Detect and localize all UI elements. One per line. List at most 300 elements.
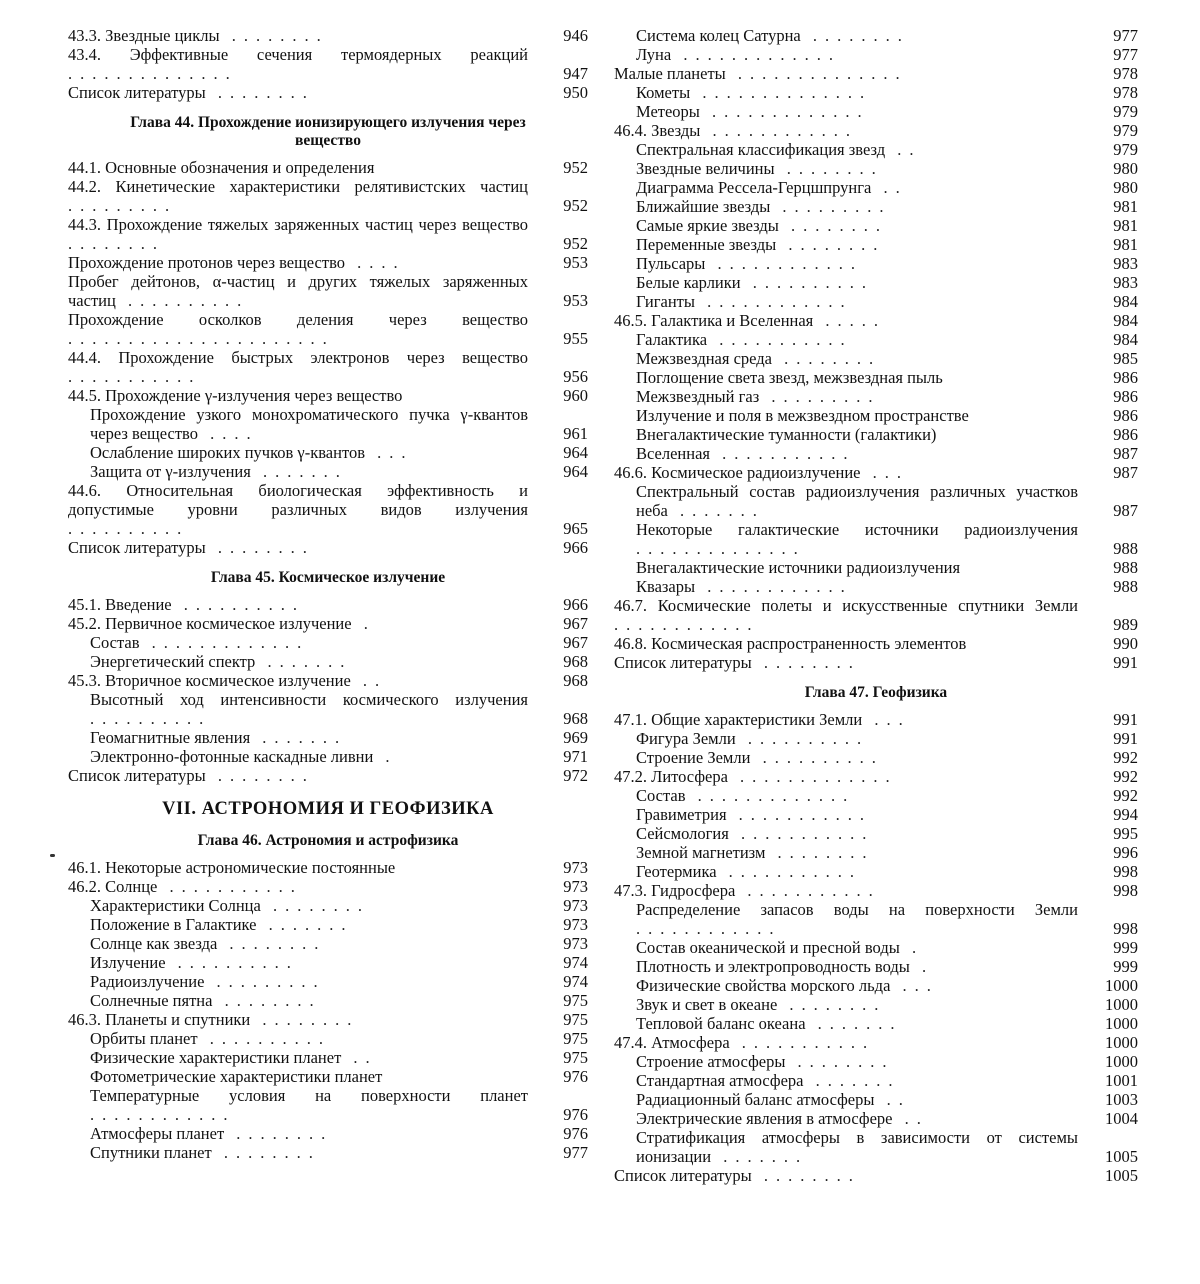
page-number: 983 [1113, 273, 1138, 292]
toc-entry-title [614, 881, 1138, 900]
dot-leader: ............. [727, 767, 898, 786]
toc-entry[interactable] [614, 482, 1138, 520]
toc-entry-title [636, 824, 1138, 843]
page-number: 1000 [1105, 1014, 1138, 1033]
section-title: Физические характеристики планет [90, 1048, 342, 1067]
toc-entry[interactable] [614, 235, 1138, 254]
section-title: Состав [636, 786, 686, 805]
toc-entry[interactable] [614, 1090, 1138, 1109]
toc-entry[interactable] [614, 577, 1138, 596]
toc-entry-title [636, 273, 1138, 292]
dot-leader: ........... [729, 1033, 876, 1052]
dot-leader: ... [860, 463, 909, 482]
page-number: 978 [1113, 64, 1138, 83]
toc-entry-title [614, 463, 1138, 482]
page-number: 974 [563, 972, 588, 991]
section-number: 43.3. [68, 26, 101, 45]
section-number: 46.7. [614, 596, 647, 615]
dot-leader: .. [341, 1048, 378, 1067]
page-number: 973 [563, 896, 588, 915]
toc-entry-title [68, 1010, 588, 1029]
section-number: 46.8. [614, 634, 647, 653]
page-number: 1000 [1105, 995, 1138, 1014]
section-number: 43.4. [68, 45, 101, 64]
dot-leader: .............. [636, 539, 806, 558]
page-number: 966 [563, 595, 588, 614]
toc-entry[interactable] [68, 614, 588, 633]
toc-entry[interactable] [614, 140, 1138, 159]
toc-entry-title [68, 595, 588, 614]
toc-entry[interactable] [614, 843, 1138, 862]
section-title: Энергетический спектр [90, 652, 256, 671]
toc-entry[interactable] [614, 425, 1138, 444]
toc-entry[interactable] [614, 862, 1138, 881]
section-title: Внегалактические источники радиоизлучения [636, 558, 961, 577]
page-number: 968 [563, 671, 588, 690]
section-title: Метеоры [636, 102, 700, 121]
toc-entry[interactable] [68, 991, 588, 1010]
toc-entry-title [90, 652, 588, 671]
toc-entry[interactable] [614, 387, 1138, 406]
section-title: Электронно-фотонные каскадные ливни [90, 747, 374, 766]
section-title: Орбиты планет [90, 1029, 198, 1048]
toc-entry-title [90, 991, 588, 1010]
dot-leader: ....... [667, 501, 765, 520]
dot-leader: ............ [705, 254, 864, 273]
page-number: 987 [1113, 463, 1138, 482]
toc-entry[interactable] [68, 45, 588, 83]
toc-entry-title [90, 728, 588, 747]
toc-entry-title [90, 953, 588, 972]
dot-leader: .......... [171, 595, 306, 614]
dot-leader: ........ [212, 991, 322, 1010]
toc-entry[interactable] [614, 463, 1138, 482]
page-number: 998 [1113, 881, 1138, 900]
page-number: 955 [563, 329, 588, 348]
page-number: 1000 [1105, 1052, 1138, 1071]
toc-entry[interactable] [614, 197, 1138, 216]
toc-entry-title [68, 538, 588, 557]
section-title: Ослабление широких пучков γ-квантов [90, 443, 365, 462]
toc-entry[interactable] [68, 253, 588, 272]
toc-entry[interactable] [614, 881, 1138, 900]
section-title: Прохождение быстрых электронов через вещество [118, 348, 528, 367]
toc-entry-title [636, 83, 1138, 102]
section-number: 44.4. [68, 348, 101, 367]
toc-entry[interactable] [68, 1048, 588, 1067]
page-number: 946 [563, 26, 588, 45]
section-title: Радиоизлучение [90, 972, 205, 991]
section-number: 47.2. [614, 767, 647, 786]
toc-entry[interactable] [68, 1086, 588, 1124]
toc-entry[interactable] [68, 215, 588, 253]
page-number: 1003 [1105, 1090, 1138, 1109]
dot-leader: ... [365, 443, 414, 462]
dot-leader: ....... [255, 652, 353, 671]
toc-entry-title [636, 482, 1138, 520]
toc-entry[interactable] [68, 652, 588, 671]
toc-entry-title [636, 558, 1138, 577]
toc-entry[interactable] [614, 596, 1138, 634]
toc-entry[interactable] [614, 26, 1138, 45]
dot-leader: ........ [785, 1052, 895, 1071]
page-number: 991 [1113, 729, 1138, 748]
section-number: 44.1. [68, 158, 101, 177]
dot-leader: ....... [805, 1014, 903, 1033]
section-number: 44.3. [68, 215, 101, 234]
toc-entry-title [636, 140, 1138, 159]
section-title: Излучение и поля в межзвездном пространстве [636, 406, 969, 425]
toc-entry[interactable] [614, 406, 1138, 425]
toc-entry[interactable] [614, 1071, 1138, 1090]
toc-entry-title [636, 805, 1138, 824]
section-title: Звездные величины [636, 159, 775, 178]
section-title: Список литературы [68, 83, 206, 102]
toc-entry-title [68, 177, 588, 215]
section-title: Стандартная атмосфера [636, 1071, 804, 1090]
dot-leader: ........ [211, 1143, 321, 1162]
dot-leader: ........ [800, 26, 910, 45]
section-title: Тепловой баланс океана [636, 1014, 806, 1033]
toc-entry-title [68, 158, 588, 177]
toc-entry-title [636, 862, 1138, 881]
toc-entry[interactable] [68, 177, 588, 215]
page-number: 980 [1113, 178, 1138, 197]
toc-entry-title [68, 253, 588, 272]
toc-entry[interactable] [68, 633, 588, 652]
toc-entry-title [636, 26, 1138, 45]
toc-entry[interactable] [614, 805, 1138, 824]
toc-entry[interactable] [68, 915, 588, 934]
toc-entry[interactable] [614, 444, 1138, 463]
toc-entry[interactable] [614, 1014, 1138, 1033]
toc-entry[interactable] [614, 938, 1138, 957]
dot-leader: ....... [711, 1147, 809, 1166]
toc-entry[interactable] [614, 729, 1138, 748]
toc-entry[interactable] [614, 995, 1138, 1014]
toc-entry-title [614, 1033, 1138, 1052]
section-title: Звезды [651, 121, 701, 140]
dot-leader: ... [862, 710, 911, 729]
toc-entry[interactable] [68, 386, 588, 405]
toc-entry[interactable] [68, 26, 588, 45]
toc-entry[interactable] [614, 121, 1138, 140]
toc-entry-title [636, 45, 1138, 64]
toc-entry-title [636, 368, 1138, 387]
page-number: 980 [1113, 159, 1138, 178]
section-title: Звук и свет в океане [636, 995, 778, 1014]
toc-entry-title [614, 634, 1138, 653]
section-title: Строение атмосферы [636, 1052, 786, 1071]
dot-leader: . [373, 747, 398, 766]
toc-entry[interactable] [614, 254, 1138, 273]
page-number: 990 [1113, 634, 1138, 653]
section-title: Спектральный состав радиоизлучения различных участков неба [636, 482, 1078, 520]
dot-leader: .......... [90, 709, 212, 728]
chapter-heading: Глава 47. Геофизика [804, 684, 948, 701]
section-title: Радиационный баланс атмосферы [636, 1090, 875, 1109]
dot-leader: ............. [699, 102, 870, 121]
dot-leader: .... [197, 424, 259, 443]
dot-leader: . [899, 938, 925, 957]
toc-entry[interactable] [68, 747, 588, 766]
page-number: 973 [563, 934, 588, 953]
toc-entry[interactable] [68, 272, 588, 310]
dot-leader: ... [890, 976, 939, 995]
chapter-heading: Глава 44. Прохождение ионизирующего излучения через вещество [130, 114, 526, 149]
toc-entry[interactable] [614, 1109, 1138, 1128]
toc-entry[interactable] [68, 934, 588, 953]
page-number: 1005 [1105, 1147, 1138, 1166]
section-title: Космическая распространенность элементов [651, 634, 967, 653]
toc-entry-title [636, 330, 1138, 349]
page-number: 952 [563, 234, 588, 253]
toc-entry-title [68, 877, 588, 896]
toc-entry-title [68, 26, 588, 45]
toc-entry-title [90, 896, 588, 915]
dot-leader: ........ [772, 349, 882, 368]
page-number: 986 [1113, 425, 1138, 444]
toc-entry[interactable] [68, 896, 588, 915]
section-title: Распределение запасов воды на поверхности Земли [636, 900, 1078, 919]
toc-entry-title [636, 406, 1138, 425]
section-title: Переменные звезды [636, 235, 777, 254]
toc-entry[interactable] [68, 481, 588, 538]
section-title: Космическое радиоизлучение [651, 463, 861, 482]
page-number: 1000 [1105, 1033, 1138, 1052]
dot-leader: ........... [68, 367, 202, 386]
section-title: Электрические явления в атмосфере [636, 1109, 893, 1128]
page-number: 985 [1113, 349, 1138, 368]
toc-entry[interactable] [614, 330, 1138, 349]
section-title: Прохождение протонов через вещество [68, 253, 346, 272]
toc-entry[interactable] [614, 273, 1138, 292]
dot-leader: ............. [139, 633, 310, 652]
toc-entry[interactable] [614, 767, 1138, 786]
section-title: Система колец Сатурна [636, 26, 801, 45]
toc-entry-title [68, 858, 588, 877]
section-title: Вторичное космическое излучение [105, 671, 351, 690]
toc-entry-title [636, 995, 1138, 1014]
dot-leader: . [909, 957, 935, 976]
toc-entry[interactable] [614, 368, 1138, 387]
page-number: 986 [1113, 368, 1138, 387]
toc-entry[interactable] [614, 957, 1138, 976]
dot-leader: ............ [636, 919, 782, 938]
toc-entry[interactable] [68, 877, 588, 896]
toc-entry[interactable] [614, 178, 1138, 197]
toc-entry[interactable] [614, 1033, 1138, 1052]
section-title: Солнце [105, 877, 158, 896]
dot-leader: ........ [751, 1166, 861, 1185]
toc-entry[interactable] [68, 671, 588, 690]
toc-entry[interactable] [614, 83, 1138, 102]
page-number: 976 [563, 1105, 588, 1124]
toc-entry[interactable] [68, 1143, 588, 1162]
page-number: 1005 [1105, 1166, 1138, 1185]
toc-entry[interactable] [68, 158, 588, 177]
dot-leader: ........ [778, 216, 889, 235]
toc-entry-title [90, 462, 588, 481]
page-number: 999 [1113, 938, 1138, 957]
page-number: 975 [563, 1010, 588, 1029]
toc-entry[interactable] [68, 443, 588, 462]
toc-entry[interactable] [614, 520, 1138, 558]
dot-leader: .......... [165, 953, 299, 972]
toc-entry[interactable] [68, 690, 588, 728]
toc-entry[interactable] [614, 786, 1138, 805]
toc-entry-title [636, 349, 1138, 368]
section-title: Самые яркие звезды [636, 216, 779, 235]
section-number: 45.2. [68, 614, 101, 633]
page-number: 969 [563, 728, 588, 747]
page-number: 988 [1113, 558, 1138, 577]
toc-entry[interactable] [68, 462, 588, 481]
page-number: 984 [1113, 330, 1138, 349]
dot-leader: ............ [614, 615, 760, 634]
toc-entry[interactable] [614, 349, 1138, 368]
page-number: 966 [563, 538, 588, 557]
dot-leader: ....... [250, 728, 348, 747]
section-number: 45.1. [68, 595, 101, 614]
dot-leader: ............ [90, 1105, 236, 1124]
dot-leader: ............ [695, 577, 853, 596]
page-number: 981 [1113, 235, 1138, 254]
section-title: Некоторые астрономические постоянные [105, 858, 396, 877]
toc-entry[interactable] [68, 348, 588, 386]
dot-leader: .... [345, 253, 406, 272]
toc-entry[interactable] [68, 310, 588, 348]
toc-entry-title [68, 614, 588, 633]
toc-entry-title [614, 767, 1138, 786]
toc-entry-title [90, 1029, 588, 1048]
page-number: 981 [1113, 197, 1138, 216]
toc-entry-title [90, 1086, 588, 1124]
toc-entry[interactable] [68, 1010, 588, 1029]
toc-entry[interactable] [68, 766, 588, 785]
page-number: 1004 [1105, 1109, 1138, 1128]
page-number: 987 [1113, 444, 1138, 463]
dot-leader: ........ [777, 995, 887, 1014]
toc-entry-title [636, 900, 1138, 938]
toc-entry[interactable] [68, 83, 588, 102]
section-title: Атмосфера [651, 1033, 730, 1052]
toc-entry-title [68, 348, 588, 386]
dot-leader: ....... [256, 915, 354, 934]
toc-entry[interactable] [68, 1124, 588, 1143]
toc-entry[interactable] [614, 900, 1138, 938]
dot-leader: ........ [217, 934, 327, 953]
toc-entry[interactable] [68, 405, 588, 443]
dot-leader: ........... [709, 444, 856, 463]
section-title: Внегалактические туманности (галактики) [636, 425, 937, 444]
toc-entry[interactable] [614, 45, 1138, 64]
page-number: 987 [1113, 501, 1138, 520]
toc-entry[interactable] [614, 1128, 1138, 1166]
toc-entry[interactable] [68, 728, 588, 747]
toc-entry-title [614, 64, 1138, 83]
toc-entry[interactable] [614, 292, 1138, 311]
toc-entry[interactable] [68, 953, 588, 972]
page-number: 972 [563, 766, 588, 785]
section-title: Литосфера [651, 767, 728, 786]
dot-leader: ........... [707, 330, 853, 349]
toc-entry[interactable] [614, 216, 1138, 235]
toc-entry[interactable] [68, 538, 588, 557]
toc-entry[interactable] [68, 1029, 588, 1048]
dot-leader: ........ [224, 1124, 334, 1143]
page-number: 965 [563, 519, 588, 538]
section-title: Вселенная [636, 444, 710, 463]
toc-entry-title [636, 444, 1138, 463]
toc-entry[interactable] [614, 710, 1138, 729]
dot-leader: .............. [690, 83, 873, 102]
dot-leader: ..... [813, 311, 887, 330]
page-number: 984 [1113, 311, 1138, 330]
toc-entry[interactable] [68, 595, 588, 614]
toc-entry[interactable] [68, 1067, 588, 1086]
section-title: Кометы [636, 83, 691, 102]
page-number: 979 [1113, 102, 1138, 121]
dot-leader: ......... [204, 972, 326, 991]
section-title: Состав [90, 633, 140, 652]
toc-entry[interactable] [68, 858, 588, 877]
toc-entry[interactable] [614, 558, 1138, 577]
section-title: Диаграмма Рессела-Герцшпрунга [636, 178, 872, 197]
toc-entry-title [90, 915, 588, 934]
toc-entry-title [90, 972, 588, 991]
toc-entry[interactable] [614, 64, 1138, 83]
toc-entry[interactable] [614, 311, 1138, 330]
page-number: 992 [1113, 748, 1138, 767]
dot-leader: .. [874, 1090, 911, 1109]
toc-entry[interactable] [614, 159, 1138, 178]
toc-entry[interactable] [68, 972, 588, 991]
toc-entry[interactable] [614, 976, 1138, 995]
toc-entry[interactable] [614, 824, 1138, 843]
toc-entry-title [614, 121, 1138, 140]
dot-leader: ........... [157, 877, 303, 896]
page-number: 998 [1113, 919, 1138, 938]
page-number: 976 [563, 1067, 588, 1086]
section-title: Плотность и электропроводность воды [636, 957, 910, 976]
dot-leader: .......... [735, 729, 870, 748]
toc-column-right [614, 26, 1138, 1185]
toc-entry[interactable] [614, 1052, 1138, 1071]
page-number: 986 [1113, 387, 1138, 406]
toc-entry[interactable] [614, 634, 1138, 653]
dot-leader: ........ [776, 235, 886, 254]
section-number: 44.5. [68, 386, 101, 405]
toc-entry[interactable] [614, 748, 1138, 767]
section-title: Некоторые галактические источники радиоизлучения [636, 520, 1078, 539]
section-title: Земной магнетизм [636, 843, 766, 862]
toc-entry[interactable] [614, 1166, 1138, 1185]
dot-leader: ........... [726, 805, 873, 824]
page-number: 991 [1113, 710, 1138, 729]
section-title: Список литературы [68, 538, 206, 557]
section-title: Температурные условия на поверхности планет [90, 1086, 528, 1105]
toc-entry[interactable] [614, 653, 1138, 672]
section-number: 46.2. [68, 877, 101, 896]
dot-leader: .. [871, 178, 908, 197]
toc-entry[interactable] [614, 102, 1138, 121]
dot-leader: .......... [740, 273, 874, 292]
toc-entry-title [90, 1143, 588, 1162]
section-title: Солнечные пятна [90, 991, 213, 1010]
page-number: 971 [563, 747, 588, 766]
toc-entry-title [636, 786, 1138, 805]
